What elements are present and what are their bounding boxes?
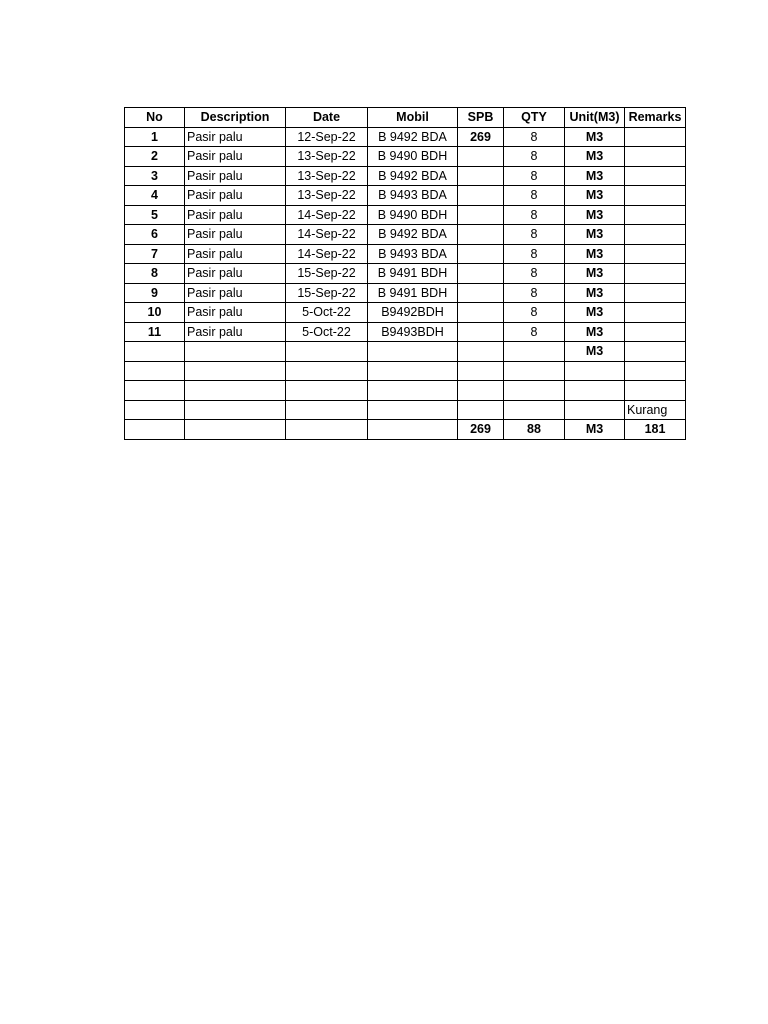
header-no: No — [125, 108, 185, 128]
cell-mobil: B 9492 BDA — [368, 166, 458, 186]
cell-qty: 8 — [504, 283, 565, 303]
cell-mobil: B 9490 BDH — [368, 205, 458, 225]
total-row — [125, 420, 686, 440]
cell-mobil: B 9491 BDH — [368, 283, 458, 303]
cell-no: 6 — [125, 225, 185, 245]
cell-unit: M3 — [565, 127, 625, 147]
cell-spb — [458, 225, 504, 245]
cell-remarks — [625, 361, 686, 381]
cell-date: 5-Oct-22 — [286, 303, 368, 323]
cell-mobil: B 9493 BDA — [368, 244, 458, 264]
cell-description: Pasir palu — [185, 205, 286, 225]
cell-date — [286, 361, 368, 381]
cell-unit: M3 — [565, 186, 625, 206]
delivery-table — [124, 107, 686, 440]
cell-unit: M3 — [565, 283, 625, 303]
table-row — [125, 264, 686, 284]
cell-spb — [458, 342, 504, 362]
total-unit: M3 — [565, 420, 625, 440]
table-row — [125, 127, 686, 147]
total-spb: 269 — [458, 420, 504, 440]
table-row — [125, 244, 686, 264]
cell-spb — [458, 186, 504, 206]
cell-description: Pasir palu — [185, 166, 286, 186]
cell-unit: M3 — [565, 225, 625, 245]
cell-remarks — [625, 166, 686, 186]
cell-qty: 8 — [504, 127, 565, 147]
cell-spb — [458, 283, 504, 303]
table-row — [125, 186, 686, 206]
cell-description: Pasir palu — [185, 322, 286, 342]
cell-mobil: B 9493 BDA — [368, 186, 458, 206]
cell-qty: 8 — [504, 244, 565, 264]
cell-mobil — [368, 400, 458, 420]
cell-unit: M3 — [565, 303, 625, 323]
cell-description: Pasir palu — [185, 147, 286, 167]
cell-no — [125, 381, 185, 401]
cell-qty: 8 — [504, 186, 565, 206]
cell-mobil — [368, 381, 458, 401]
cell-spb — [458, 381, 504, 401]
cell-qty: 8 — [504, 264, 565, 284]
table-row — [125, 322, 686, 342]
cell-spb — [458, 264, 504, 284]
table-body — [125, 127, 686, 439]
cell-no — [125, 361, 185, 381]
table-row — [125, 381, 686, 401]
cell-date: 15-Sep-22 — [286, 283, 368, 303]
cell-no: 2 — [125, 147, 185, 167]
cell-qty: 8 — [504, 166, 565, 186]
header-description: Description — [185, 108, 286, 128]
cell-unit: M3 — [565, 322, 625, 342]
cell-no — [125, 342, 185, 362]
cell-description: Pasir palu — [185, 225, 286, 245]
cell-spb — [458, 400, 504, 420]
cell-qty: 8 — [504, 225, 565, 245]
cell-qty: 8 — [504, 303, 565, 323]
cell-date: 13-Sep-22 — [286, 147, 368, 167]
cell-spb — [458, 361, 504, 381]
cell-date — [286, 400, 368, 420]
cell-unit — [565, 400, 625, 420]
cell-spb — [458, 322, 504, 342]
header-date: Date — [286, 108, 368, 128]
cell-date: 13-Sep-22 — [286, 166, 368, 186]
total-mobil — [368, 420, 458, 440]
cell-qty: 8 — [504, 322, 565, 342]
header-remarks: Remarks — [625, 108, 686, 128]
cell-no: 8 — [125, 264, 185, 284]
cell-unit: M3 — [565, 244, 625, 264]
cell-unit: M3 — [565, 342, 625, 362]
cell-spb — [458, 205, 504, 225]
cell-no — [125, 400, 185, 420]
table-row — [125, 205, 686, 225]
header-row — [125, 108, 686, 128]
cell-spb — [458, 303, 504, 323]
cell-remarks — [625, 186, 686, 206]
cell-no: 4 — [125, 186, 185, 206]
cell-qty — [504, 361, 565, 381]
cell-remarks — [625, 283, 686, 303]
cell-description: Pasir palu — [185, 283, 286, 303]
cell-remarks — [625, 381, 686, 401]
cell-date: 5-Oct-22 — [286, 322, 368, 342]
cell-spb: 269 — [458, 127, 504, 147]
cell-mobil: B9493BDH — [368, 322, 458, 342]
table-row — [125, 225, 686, 245]
table-row — [125, 342, 686, 362]
cell-spb — [458, 244, 504, 264]
cell-date: 15-Sep-22 — [286, 264, 368, 284]
cell-no: 11 — [125, 322, 185, 342]
cell-description — [185, 342, 286, 362]
table-row — [125, 147, 686, 167]
cell-mobil: B9492BDH — [368, 303, 458, 323]
cell-no: 7 — [125, 244, 185, 264]
cell-unit — [565, 381, 625, 401]
cell-mobil: B 9490 BDH — [368, 147, 458, 167]
cell-date: 13-Sep-22 — [286, 186, 368, 206]
cell-remarks — [625, 264, 686, 284]
cell-no: 1 — [125, 127, 185, 147]
cell-description — [185, 361, 286, 381]
cell-remarks — [625, 147, 686, 167]
cell-remarks — [625, 225, 686, 245]
cell-description: Pasir palu — [185, 186, 286, 206]
cell-date — [286, 342, 368, 362]
cell-description — [185, 381, 286, 401]
cell-description: Pasir palu — [185, 264, 286, 284]
cell-mobil: B 9492 BDA — [368, 127, 458, 147]
header-mobil: Mobil — [368, 108, 458, 128]
cell-no: 3 — [125, 166, 185, 186]
cell-remarks — [625, 342, 686, 362]
cell-mobil: B 9491 BDH — [368, 264, 458, 284]
total-date — [286, 420, 368, 440]
cell-remarks — [625, 303, 686, 323]
cell-date: 14-Sep-22 — [286, 205, 368, 225]
cell-qty: 8 — [504, 205, 565, 225]
cell-unit — [565, 361, 625, 381]
total-remarks: 181 — [625, 420, 686, 440]
total-no — [125, 420, 185, 440]
cell-remarks — [625, 127, 686, 147]
header-unit: Unit(M3) — [565, 108, 625, 128]
cell-mobil: B 9492 BDA — [368, 225, 458, 245]
cell-description: Pasir palu — [185, 127, 286, 147]
cell-remarks — [625, 205, 686, 225]
cell-unit: M3 — [565, 205, 625, 225]
cell-no: 9 — [125, 283, 185, 303]
cell-mobil — [368, 361, 458, 381]
cell-unit: M3 — [565, 264, 625, 284]
table-row — [125, 400, 686, 420]
cell-date: 14-Sep-22 — [286, 225, 368, 245]
cell-remarks — [625, 244, 686, 264]
cell-spb — [458, 147, 504, 167]
cell-remarks: Kurang — [625, 400, 686, 420]
cell-unit: M3 — [565, 147, 625, 167]
cell-remarks — [625, 322, 686, 342]
cell-date — [286, 381, 368, 401]
cell-description: Pasir palu — [185, 303, 286, 323]
cell-unit: M3 — [565, 166, 625, 186]
cell-no: 10 — [125, 303, 185, 323]
total-description — [185, 420, 286, 440]
cell-no: 5 — [125, 205, 185, 225]
header-spb: SPB — [458, 108, 504, 128]
cell-qty: 8 — [504, 147, 565, 167]
table-row — [125, 361, 686, 381]
table-row — [125, 283, 686, 303]
table-row — [125, 303, 686, 323]
cell-qty — [504, 381, 565, 401]
cell-date: 14-Sep-22 — [286, 244, 368, 264]
header-qty: QTY — [504, 108, 565, 128]
total-qty: 88 — [504, 420, 565, 440]
cell-date: 12-Sep-22 — [286, 127, 368, 147]
cell-qty — [504, 400, 565, 420]
cell-mobil — [368, 342, 458, 362]
table-row — [125, 166, 686, 186]
cell-spb — [458, 166, 504, 186]
cell-description — [185, 400, 286, 420]
cell-qty — [504, 342, 565, 362]
cell-description: Pasir palu — [185, 244, 286, 264]
